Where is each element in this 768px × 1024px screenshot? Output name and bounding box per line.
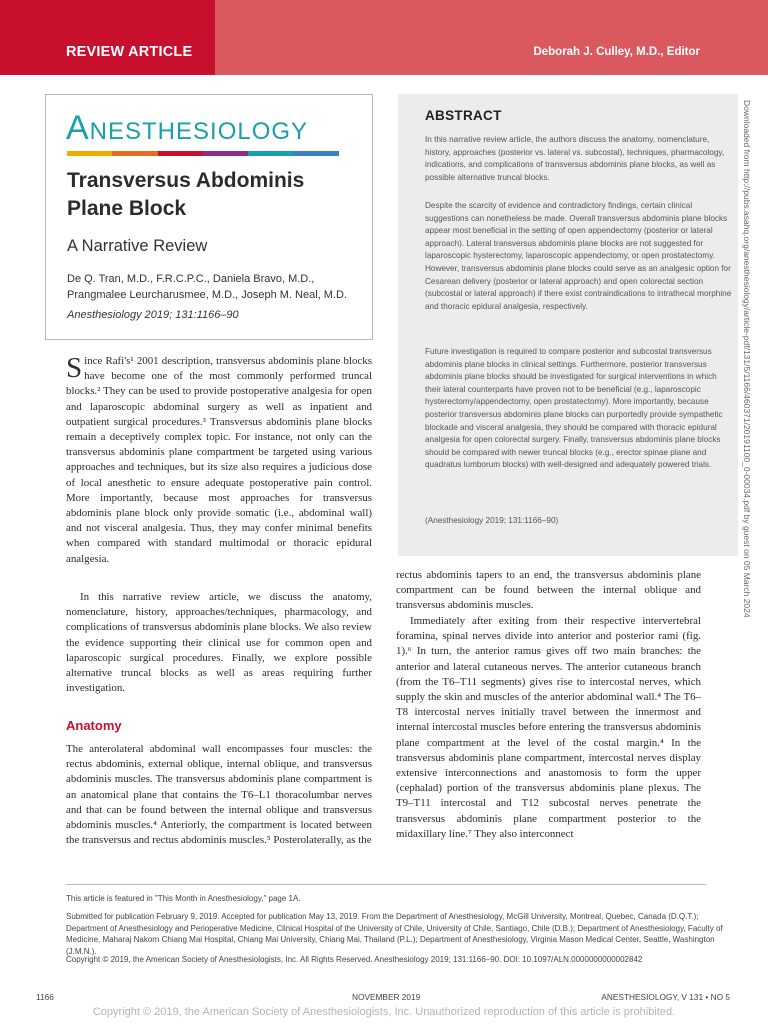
abstract-heading: ABSTRACT: [425, 108, 502, 123]
abstract-paragraph: Despite the scarcity of evidence and contradictory findings, certain clinical suggestions can nonetheless be made. Overall transversus abdominis plane blocks appear most beneficial in the setting of open appendectomy (posterior or lateral approach). Lateral transversus abdominis plane blocks are not suggested for laparoscopic hysterectomy, laparoscopic appendectomy, or open prostatectomy. However, transversus abdominis plane blocks could serve as an analgesic option for Cesarean delivery (posterior or lateral approach) and open colorectal section (subcostal or lateral approach) if there exist contraindications to intrathecal morphine and thoracic epidural analgesia, respectively.: [425, 201, 732, 311]
author-list: De Q. Tran, M.D., F.R.C.P.C., Daniela Bravo, M.D., Prangmalee Leurcharusmee, M.D., Joseph M. Neal, M.D.: [67, 273, 348, 301]
title-box: [45, 94, 373, 340]
abstract-paragraph: Future investigation is required to compare posterior and subcostal transversus abdominis plane blocks in clinical settings. Furthermore, posterior transversus abdominis plane blocks should be investigated for surgical interventions in which their lateral counterparts have proven not to be beneficial (e.g., laparoscopic hysterectomy/appendectomy, open prostatectomy). More importantly, because posterior transversus abdominis plane blocks can purportedly provide sympathetic blockade and visceral analgesia, they should be compared with thoracic epidural analgesia for open colorectal surgery. Finally, transversus abdominis plane blocks should be compared with newer truncal blocks (e.g., erector spinae plane and quadratus lumborum blocks) with well-designed and adequately powered trials.: [425, 347, 723, 470]
logo-color-bar: [67, 151, 339, 156]
header-band: [215, 0, 768, 75]
journal-logo: Anesthesiology: [66, 109, 309, 147]
editor-credit: Deborah J. Culley, M.D., Editor: [533, 46, 700, 58]
article-subtitle: A Narrative Review: [67, 237, 208, 255]
copyright-note: Copyright © 2019, the American Society of Anesthesiologists, Inc. All Rights Reserved. Anesthesiology 2019; 131:1166–90. DOI: 10.1097/ALN.0000000000002842: [66, 955, 643, 964]
section-label: REVIEW ARTICLE: [66, 44, 193, 60]
body-paragraph: [66, 354, 372, 567]
logo-bar-segment: [248, 151, 293, 156]
download-note: Downloaded from http://pubs.asahq.org/anesthesiology/article-pdf/131/5/1166/460371/20191100_0-00034.pdf by guest on 05 March 2024: [742, 100, 752, 618]
submission-note: Submitted for publication February 9, 2019. Accepted for publication May 13, 2019. From the Department of Anesthesiology, McGill University, Montreal, Quebec, Canada (D.Q.T.); Department of Anesthesiology and Perioperative Medicine, Clinical Hospital of the University of Chile, University of Chile, Santiago, Chile (D.B.); Department of Anesthesiology, Faculty of Medicine, Maharaj Nakorn Chiang Mai Hospital, Chiang Mai University, Chiang Mai, Thailand (P.L.); Department of Anesthesiology, Virginia Mason Medical Center, Seattle, Washington (J.M.N.).: [66, 912, 723, 956]
journal-volume: ANESTHESIOLOGY, V 131 • NO 5: [601, 992, 730, 1002]
logo-bar-segment: [112, 151, 157, 156]
logo-bar-segment: [203, 151, 248, 156]
body-paragraph: The anterolateral abdominal wall encompasses four muscles: the rectus abdominis, external oblique, internal oblique, and transversus abdominis muscles. The transversus abdominis plane compartment is an anatomical plane that contains the T6–L1 thoracolumbar nerves and that can be found between the internal oblique and transversus abdominis muscles.⁴ Anteriorly, the compartment is located between the transversus and rectus abdominis muscles.⁵ Posterolaterally, as the: [66, 743, 372, 847]
page-number: 1166: [36, 992, 54, 1002]
drop-cap: S: [66, 352, 83, 384]
header-accent-block: [0, 0, 215, 75]
body-paragraph: rectus abdominis tapers to an end, the transversus abdominis plane compartment can be found between the internal oblique and transversus abdominis muscles.: [396, 569, 701, 612]
body-paragraph: Immediately after exiting from their respective intervertebral foramina, spinal nerves divide into anterior and posterior rami (fig. 1).⁶ In turn, the anterior ramus gives off two main branches: the anterior and lateral cutaneous nerves. The anterior cutaneous branch (from the T6–T11 segments) gives rise to intercostal nerves, which supply the skin and muscles of the anterior abdominal wall.⁴ The T6–T8 intercostal nerves initially travel between the innermost and internal intercostal muscles before entering the transversus abdominis plane compartment at the level of the costal margin.⁴ In the transversus abdominis plane compartment, intercostal nerves display extensive interconnections and anastomosis to form the upper (cephalad) portion of the transversus abdominis plane plexus. The T9–T11 intercostal and T12 subcostal nerves penetrate the transversus abdominis plane compartment posterior to the midaxillary line.⁷ They also interconnect: [396, 615, 701, 840]
abstract-paragraph: In this narrative review article, the authors discuss the anatomy, nomenclature, history, approaches (posterior vs. lateral vs. subcostal), techniques, pharmacology, indications, and complications of transversus abdominis plane blocks, as well as possible alternative truncal blocks.: [425, 135, 725, 182]
featured-note: This article is featured in "This Month in Anesthesiology," page 1A.: [66, 894, 301, 903]
logo-bar-segment: [67, 151, 112, 156]
header-bar: [0, 0, 768, 75]
article-citation: Anesthesiology 2019; 131:1166–90: [67, 309, 239, 321]
copyright-banner: Copyright © 2019, the American Society of Anesthesiologists, Inc. Unauthorized reproduction of this article is prohibited.: [92, 1006, 676, 1018]
article-title: Transversus Abdominis Plane Block: [67, 169, 305, 220]
logo-bar-segment: [294, 151, 339, 156]
abstract-citation: (Anesthesiology 2019; 131:1166–90): [425, 516, 559, 525]
intro-text: ince Rafi's¹ 2001 description, transversus abdominis plane blocks have become one of the most commonly performed truncal blocks.² They can be used to provide postoperative analgesia for open and laparoscopic abdominal surgery as well as inpatient and outpatient surgical procedures.³ Transversus abdominis plane blocks remain a deceptively complex topic. For instance, not only can the transversus abdominis plane compartment be targeted using various approaches and techniques, but its size also requires a judicious dose of local anesthetic to ensure adequate postoperative pain control. More importantly, because most approaches for transversus abdominis plane block only provide somatic (i.e., abdominal wall) and not visceral analgesia. Thus, they may confer minimal benefits when compared with standard multimodal or thoracic epidural analgesia.: [66, 355, 372, 565]
issue-date: NOVEMBER 2019: [352, 992, 421, 1002]
abstract-box: [398, 94, 738, 556]
logo-bar-segment: [158, 151, 203, 156]
footnote-divider: [66, 884, 706, 885]
section-heading-anatomy: Anatomy: [66, 718, 122, 733]
body-paragraph: In this narrative review article, we discuss the anatomy, nomenclature, history, approaches/techniques, pharmacology, and complications of transversus abdominis plane blocks. We also review the evidence supporting their clinical use for common open and laparoscopic surgical procedures. Finally, we explore possible alternative truncal blocks as well as areas requiring further investigation.: [66, 591, 372, 695]
